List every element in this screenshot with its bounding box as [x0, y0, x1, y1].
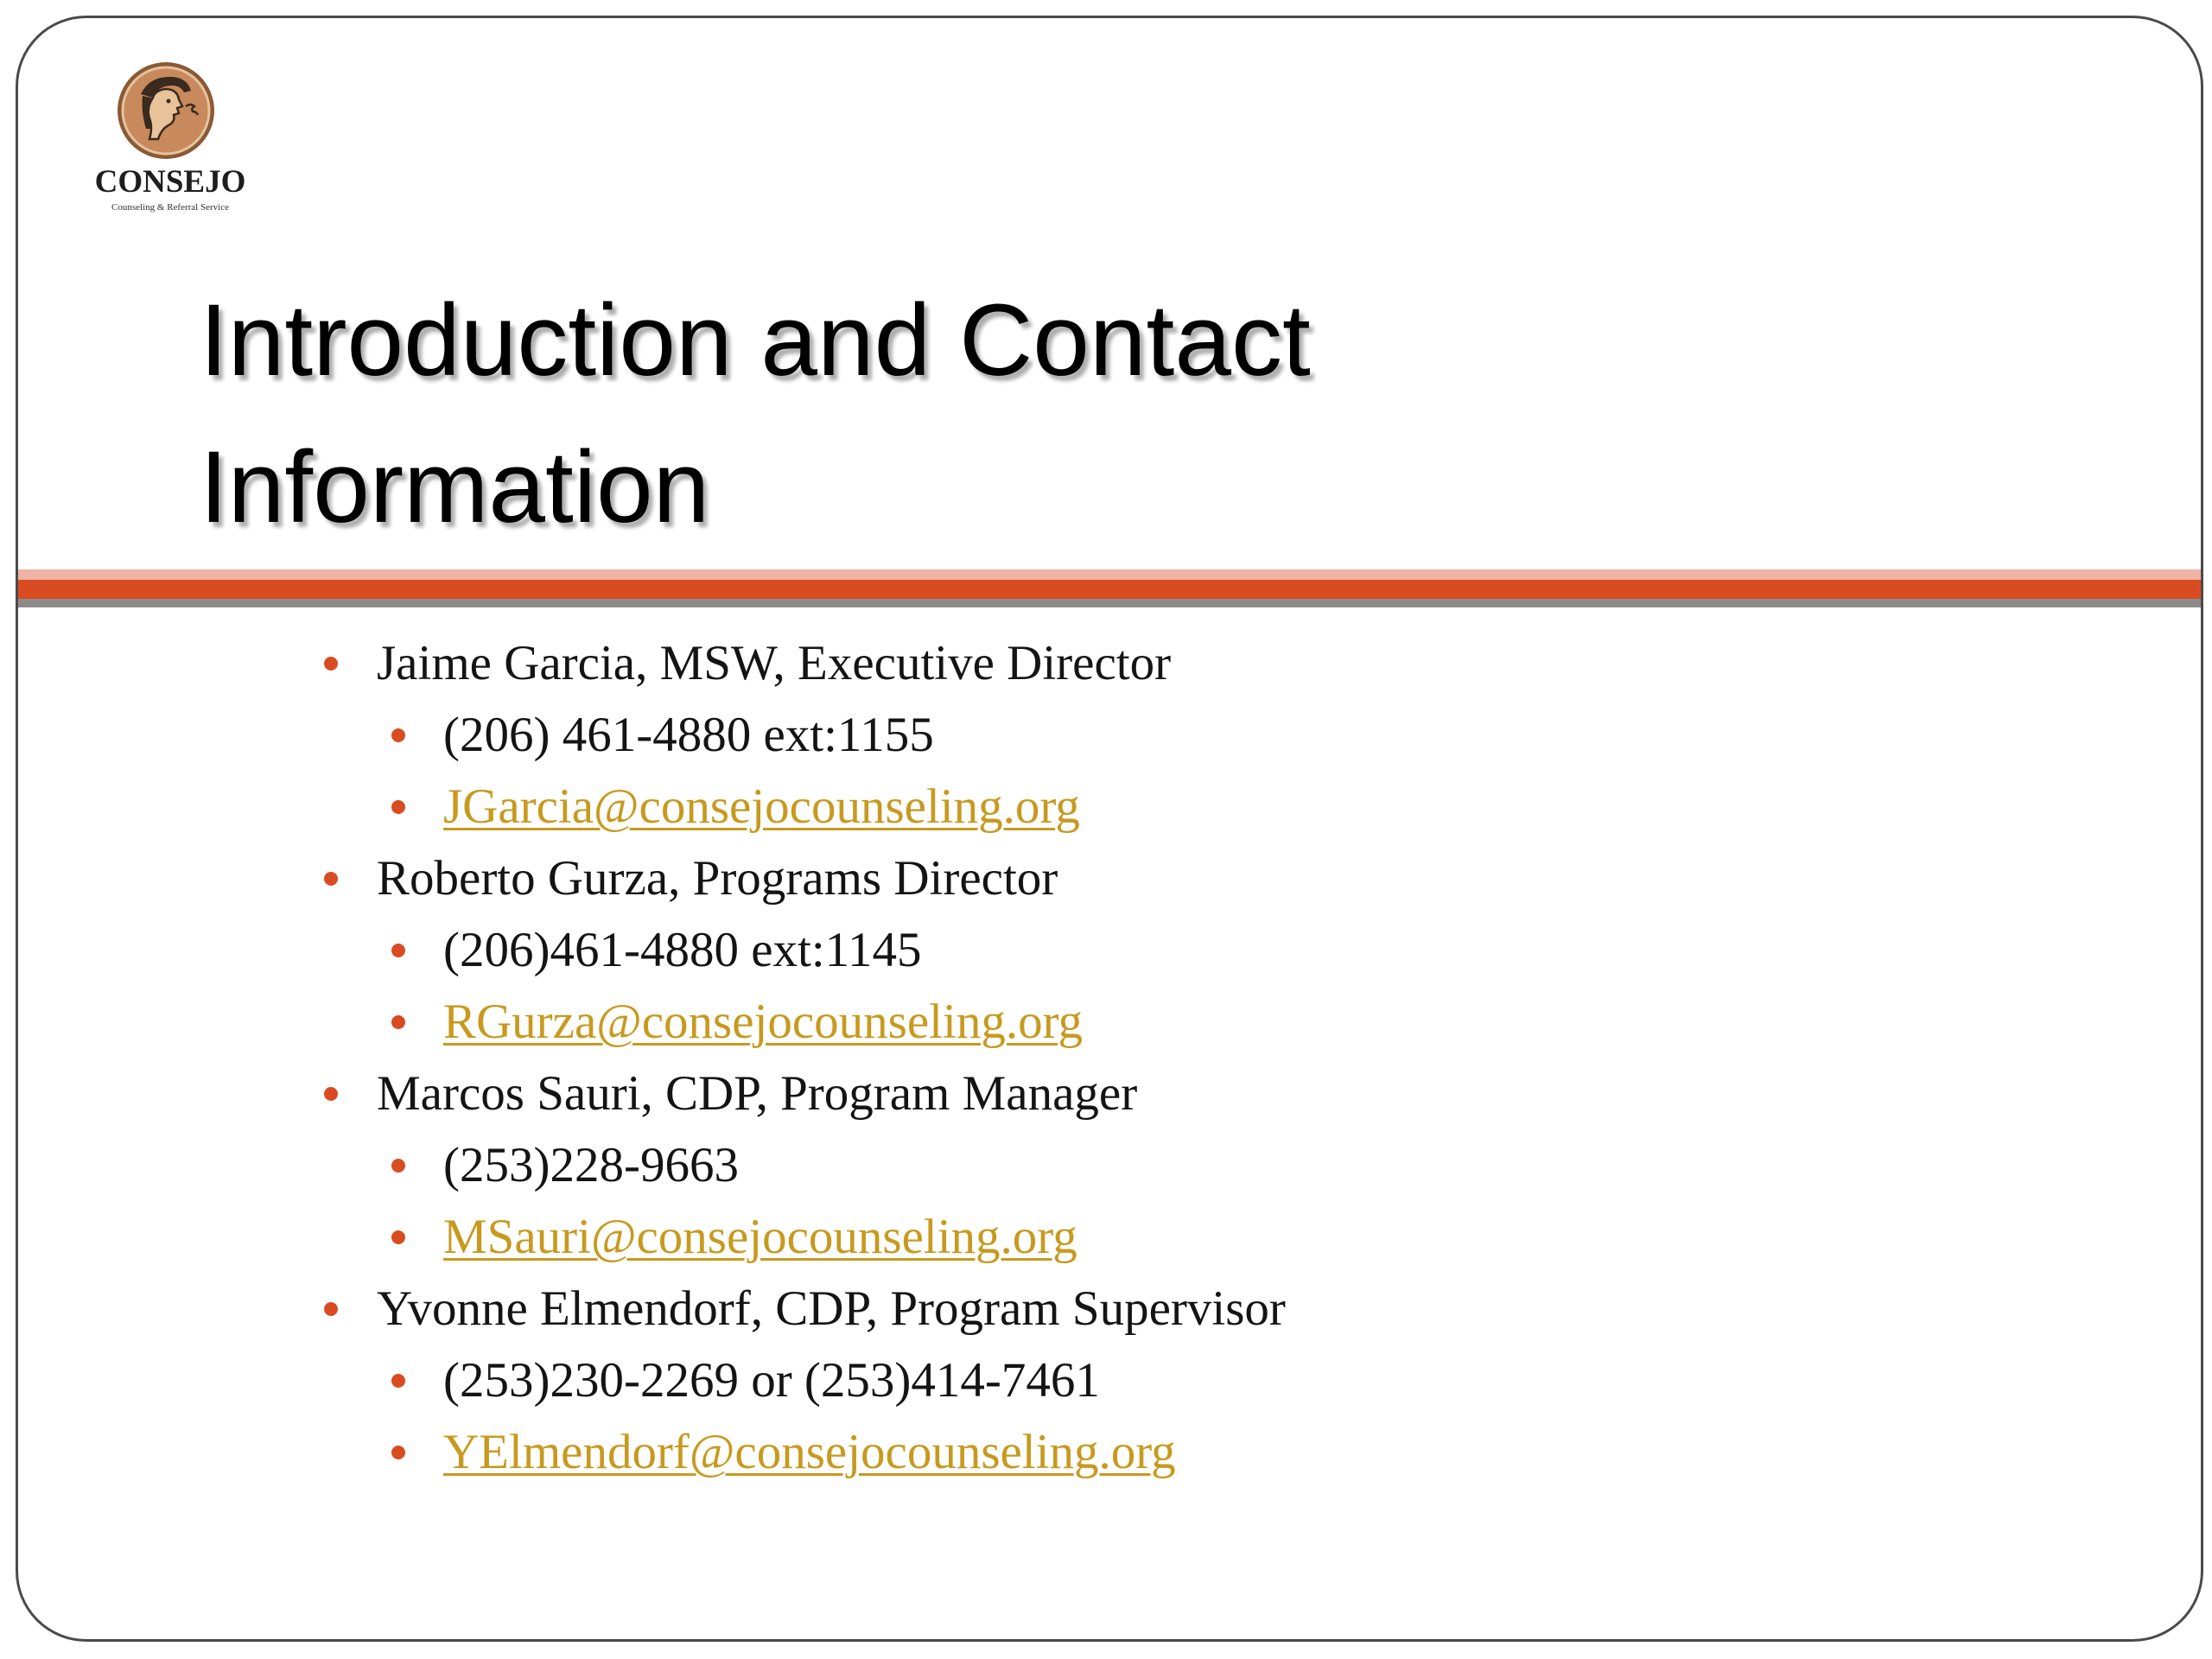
contact-name: Roberto Gurza, Programs Director [377, 851, 1058, 906]
bullet-icon [324, 657, 338, 671]
bullet-icon [324, 1087, 338, 1101]
email-link[interactable]: MSauri@consejocounseling.org [443, 1210, 1077, 1264]
list-item-contact-phone [18, 1344, 2092, 1416]
bullet-icon [324, 872, 338, 886]
contact-list [18, 627, 2092, 1488]
title-line-1: Introduction and Contact [200, 283, 1311, 397]
list-item-contact-email [18, 986, 2092, 1058]
bullet-icon [391, 1374, 405, 1388]
bullet-icon [391, 1446, 405, 1459]
email-link[interactable]: YElmendorf@consejocounseling.org [443, 1425, 1176, 1479]
bullet-icon [391, 1015, 405, 1029]
list-item-contact-phone [18, 1129, 2092, 1201]
bullet-icon [391, 944, 405, 957]
divider-band-gray [18, 599, 2201, 607]
list-item-contact-email [18, 1416, 2092, 1488]
divider-band-light [18, 569, 2201, 580]
bullet-icon [324, 1302, 338, 1316]
title-line-2: Information [200, 430, 710, 544]
bullet-icon [391, 728, 405, 742]
list-item-contact-email [18, 1201, 2092, 1273]
contact-name: Jaime Garcia, MSW, Executive Director [377, 636, 1172, 690]
logo-wordmark: CONSEJO [94, 164, 246, 200]
list-item-contact-name [18, 627, 2092, 699]
consejo-logo [63, 60, 277, 232]
logo-tagline: Counseling & Referral Service [111, 202, 229, 213]
page-title [200, 267, 1841, 561]
list-item-contact-email [18, 771, 2092, 842]
list-item-contact-name [18, 842, 2092, 914]
contact-phone: (253)230-2269 or (253)414-7461 [443, 1353, 1100, 1408]
divider-band-accent [18, 580, 2201, 599]
contact-phone: (206)461-4880 ext:1145 [443, 923, 922, 977]
list-item-contact-phone [18, 699, 2092, 771]
medallion-icon [115, 60, 217, 162]
contact-name: Marcos Sauri, CDP, Program Manager [377, 1066, 1138, 1121]
slide [16, 16, 2203, 1642]
bullet-icon [391, 800, 405, 814]
contact-name: Yvonne Elmendorf, CDP, Program Supervisor [377, 1281, 1286, 1336]
list-item-contact-name [18, 1058, 2092, 1129]
list-item-contact-name [18, 1273, 2092, 1344]
email-link[interactable]: RGurza@consejocounseling.org [443, 995, 1084, 1049]
contact-phone: (253)228-9663 [443, 1138, 739, 1192]
contact-phone: (206) 461-4880 ext:1155 [443, 708, 934, 762]
bullet-icon [391, 1230, 405, 1244]
bullet-icon [391, 1159, 405, 1173]
list-item-contact-phone [18, 914, 2092, 986]
email-link[interactable]: JGarcia@consejocounseling.org [443, 779, 1080, 834]
